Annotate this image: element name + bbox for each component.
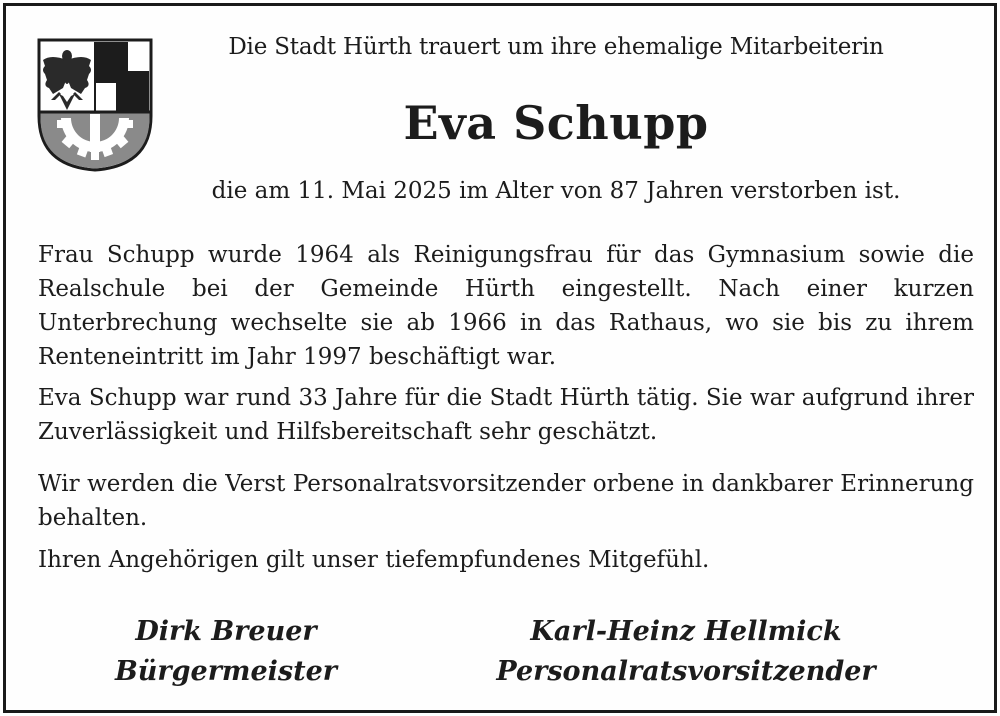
city-coat-of-arms-icon (37, 38, 153, 172)
death-line: die am 11. Mai 2025 im Alter von 87 Jahren verstorben ist. (211, 178, 901, 204)
signatory-title: Personalratsvorsitzender (496, 656, 876, 687)
obituary-notice (3, 3, 997, 713)
intro-line: Die Stadt Hürth trauert um ihre ehemalige Mitarbeiterin (228, 34, 884, 60)
signature-mayor (66, 612, 386, 692)
deceased-name: Eva Schupp (403, 96, 709, 150)
paragraph-condolences: Ihren Angehörigen gilt unser tiefempfundenes Mitgefühl. (38, 547, 710, 573)
signatory-name: Dirk Breuer (135, 616, 317, 647)
paragraph-remembrance: Wir werden die Verst Personalratsvorsitzender orbene in dankbarer Erinnerung behalten. (38, 471, 974, 531)
signatory-name: Karl-Heinz Hellmick (530, 616, 842, 647)
signatory-title: Bürgermeister (114, 656, 338, 687)
paragraph-service: Eva Schupp war rund 33 Jahre für die Stadt Hürth tätig. Sie war aufgrund ihrer Zuverlässigkeit und Hilfsbereitschaft sehr geschätzt. (38, 385, 974, 445)
paragraph-career: Frau Schupp wurde 1964 als Reinigungsfrau für das Gymnasium sowie die Realschule bei der Gemeinde Hürth eingestellt. Nach einer kurzen Unterbrechung wechselte sie ab 1966 in das Rathaus, wo sie bis zu ihrem Renteneintritt im Jahr 1997 beschäftigt war. (38, 242, 974, 370)
signature-staff-council (476, 612, 896, 692)
